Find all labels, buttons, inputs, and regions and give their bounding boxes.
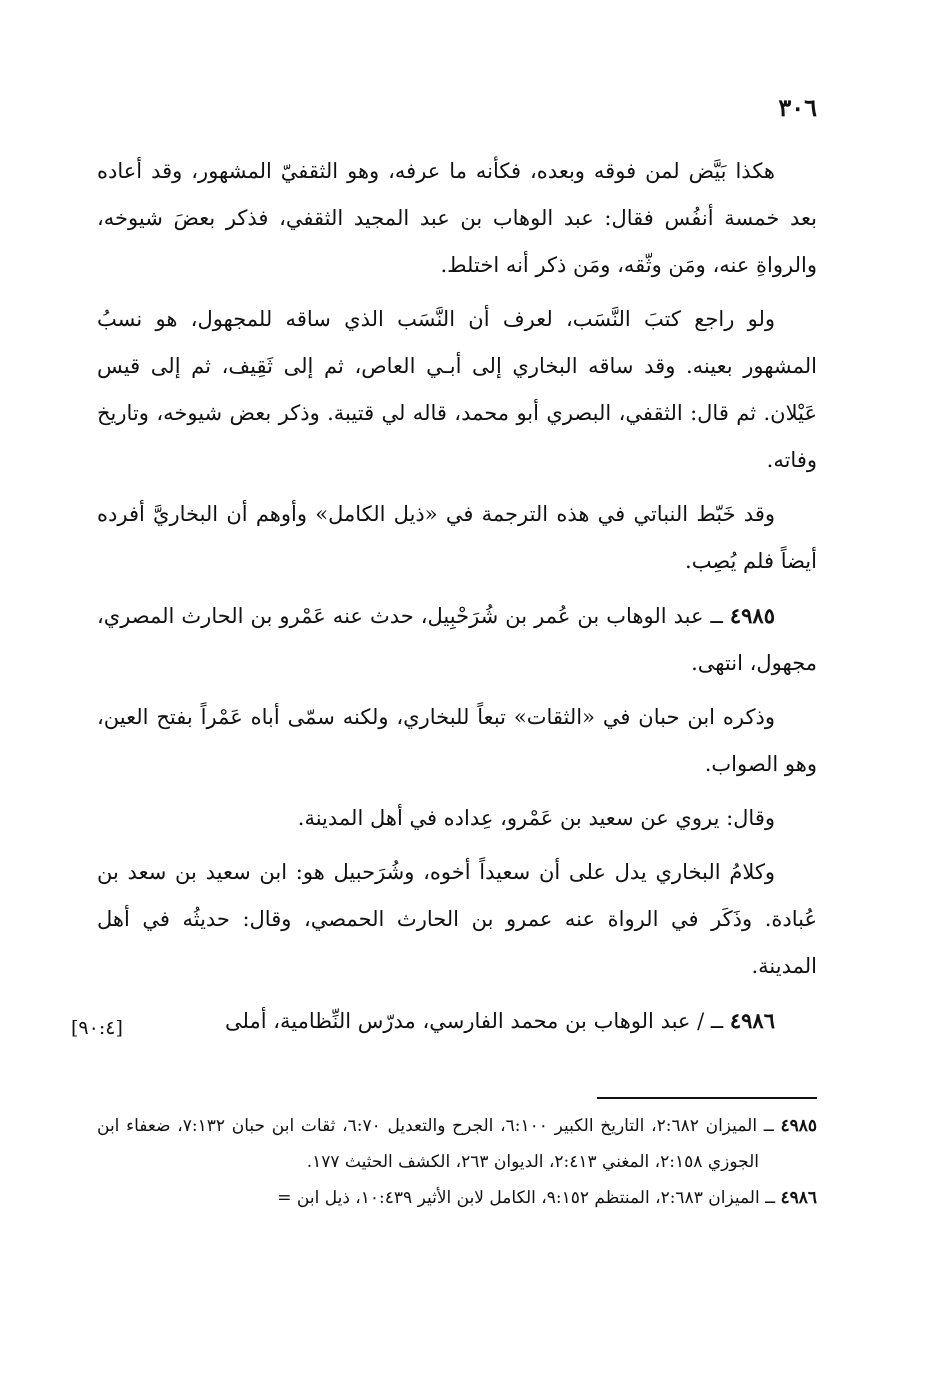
paragraph: وذكره ابن حبان في «الثقات» تبعاً للبخاري، ولكنه سمّى أباه عَمْراً بفتح العين، وهو الصواب. (97, 705, 817, 776)
paragraph: وقال: يروي عن سعيد بن عَمْرو، عِداده في أهل المدينة. (297, 806, 775, 830)
entry-text: ــ / عبد الوهاب بن محمد الفارسي، مدرّس النِّظامية، أملى (225, 1009, 730, 1033)
entry-text: ــ عبد الوهاب بن عُمر بن شُرَحْبِيل، حدث عنه عَمْرو بن الحارث المصري، مجهول، انتهى. (97, 604, 817, 675)
footnote-text: ــ الميزان ٢:٦٨٣، المنتظم ٩:١٥٢، الكامل لابن الأثير ١٠:٤٣٩، ذيل ابن = (277, 1188, 781, 1208)
paragraph: وكلامُ البخاري يدل على أن سعيداً أخوه، وشُرَحبيل هو: ابن سعيد بن سعد بن عُبادة. وذَكَر في الرواة عنه عمرو بن الحارث الحمصي، وقال: حديثُه في أهل المدينة. (97, 860, 817, 978)
entry-number: ٤٩٨٦ (729, 1008, 775, 1033)
footnote (97, 1180, 817, 1216)
paragraph: وقد خَبّط النباتي في هذه الترجمة في «ذيل الكامل» وأوهم أن البخاريَّ أفرده أيضاً فلم يُصِب. (97, 502, 817, 573)
footnotes (97, 1108, 817, 1216)
footnote-number: ٤٩٨٦ (780, 1188, 817, 1208)
entry-4985 (97, 592, 817, 687)
entry-number: ٤٩٨٥ (729, 603, 775, 628)
paragraph: هكذا بَيَّض لمن فوقه وبعده، فكأنه ما عرفه، وهو الثقفيّ المشهور، وقد أعاده بعد خمسة أنفُس فقال: عبد الوهاب بن عبد المجيد الثقفي، فذكر بعضَ شيوخه، والرواةِ عنه، ومَن وثّقه، ومَن ذكر أنه اختلط. (97, 159, 817, 277)
page-number: ٣٠٦ (778, 93, 817, 122)
main-text (97, 148, 817, 1052)
footnote-divider (597, 1097, 817, 1099)
footnote (97, 1108, 817, 1180)
entry-4986 (97, 997, 817, 1045)
margin-reference: [٩٠:٤] (71, 1017, 123, 1039)
paragraph: ولو راجع كتبَ النَّسَب، لعرف أن النَّسَب الذي ساقه للمجهول، هو نسبُ المشهور بعينه. وقد ساقه البخاري إلى أبـي العاص، ثم إلى ثَقِيف، ثم إلى قيس عَيْلان. ثم قال: الثقفي، البصري أبو محمد، قاله لي قتيبة. وذكر بعض شيوخه، وتاريخ وفاته. (97, 307, 817, 472)
footnote-number: ٤٩٨٥ (780, 1116, 817, 1136)
footnote-text: ــ الميزان ٢:٦٨٢، التاريخ الكبير ٦:١٠٠، الجرح والتعديل ٦:٧٠، ثقات ابن حبان ٧:١٣٢، ضعفاء ابن الجوزي ٢:١٥٨، المغني ٢:٤١٣، الديوان ٢٦٣، الكشف الحثيث ١٧٧. (97, 1116, 781, 1172)
